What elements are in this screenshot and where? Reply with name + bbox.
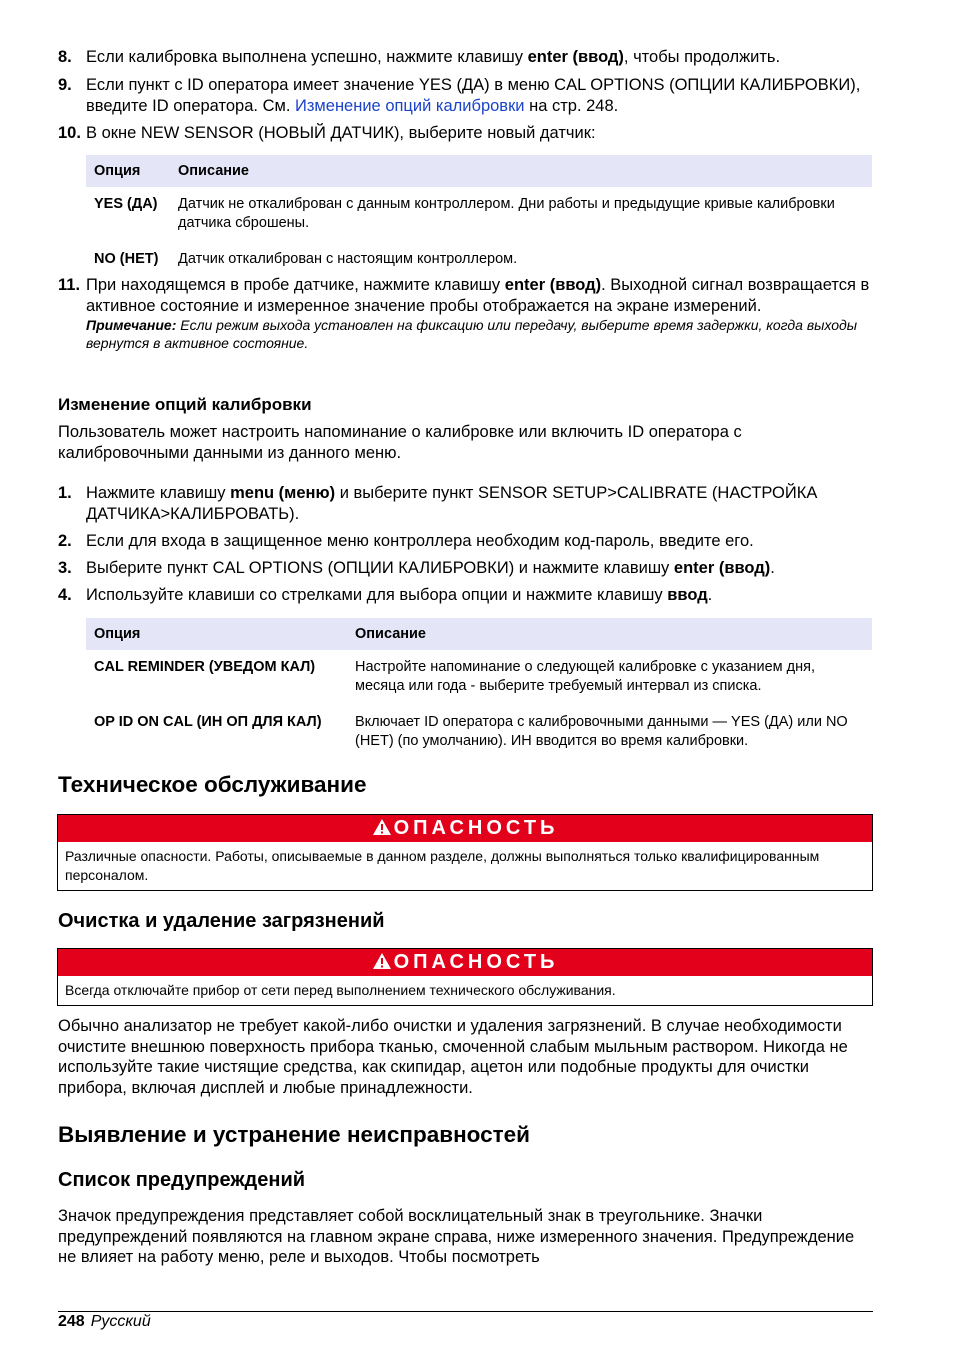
step-text: При находящемся в пробе датчике, нажмите клавишу xyxy=(86,276,505,294)
step-text: В окне NEW SENSOR (НОВЫЙ ДАТЧИК), выберите новый датчик: xyxy=(86,124,596,142)
step-number: 9. xyxy=(58,76,72,94)
warning-triangle-icon xyxy=(372,818,392,836)
step-11 xyxy=(58,275,873,352)
footer-language: Русский xyxy=(90,1313,151,1330)
danger-notice xyxy=(57,948,873,1006)
table-row xyxy=(86,244,872,277)
step-text: Если пункт с ID оператора имеет значение YES (ДА) в меню CAL OPTIONS (ОПЦИИ КАЛИБРОВКИ), введите ID оператора. См. xyxy=(86,76,861,115)
note xyxy=(86,316,873,352)
section-heading-calibration-options: Изменение опций калибровки xyxy=(58,395,312,414)
note-text: Если режим выхода установлен на фиксацию или передачу, выберите время задержки, когда выходы вернутся в активное состояние. xyxy=(86,317,858,351)
option-description: Датчик не откалиброван с данным контроллером. Дни работы и предыдущие кривые калибровки датчика сброшены. xyxy=(178,196,835,231)
section-heading-troubleshooting: Выявление и устранение неисправностей xyxy=(58,1122,530,1147)
danger-label: ОПАСНОСТЬ xyxy=(393,951,559,973)
step-1 xyxy=(58,483,873,524)
column-header-description: Описание xyxy=(347,618,872,650)
option-table-new-sensor xyxy=(86,155,872,277)
step-text: . xyxy=(770,559,775,577)
step-3 xyxy=(58,558,873,579)
danger-text: Всегда отключайте прибор от сети перед выполнением технического обслуживания. xyxy=(65,982,616,998)
option-name: NO (НЕТ) xyxy=(94,251,159,267)
page-number: 248 xyxy=(58,1313,85,1330)
section-heading-cleaning: Очистка и удаление загрязнений xyxy=(58,910,385,932)
step-2 xyxy=(58,531,873,552)
step-4 xyxy=(58,585,873,606)
cleaning-paragraph: Обычно анализатор не требует какой-либо очистки и удаления загрязнений. В случае необходимости очистите внешнюю поверхность прибора тканью, смоченной слабым мыльным раствором. Никогда не используйте такие чистящие средства, как скипидар, ацетон или подобные продукты для очистки прибора, включая дисплей и любые принадлежности. xyxy=(58,1017,848,1097)
step-number: 10. xyxy=(58,124,81,142)
step-9 xyxy=(58,75,873,116)
step-number: 4. xyxy=(58,586,72,604)
key-label: enter (ввод) xyxy=(673,559,771,577)
step-number: 3. xyxy=(58,559,72,577)
cross-reference-link[interactable]: Изменение опций калибровки xyxy=(295,96,525,115)
option-description: Настройте напоминание о следующей калибровке с указанием дня, месяца или года - выберите требуемый интервал из списка. xyxy=(355,659,815,694)
option-table-cal-options xyxy=(86,618,872,758)
key-label: menu (меню) xyxy=(230,484,336,502)
danger-label: ОПАСНОСТЬ xyxy=(393,817,559,839)
danger-banner xyxy=(58,949,872,976)
step-text: , чтобы продолжить. xyxy=(623,48,781,66)
option-description: Датчик откалиброван с настоящим контроллером. xyxy=(178,251,518,267)
page-footer xyxy=(58,1313,151,1331)
step-text: Используйте клавиши со стрелками для выбора опции и нажмите клавишу xyxy=(86,586,668,604)
danger-text: Различные опасности. Работы, описываемые в данном разделе, должны выполняться только квалифицированным персоналом. xyxy=(65,848,820,883)
warnings-paragraph: Значок предупреждения представляет собой восклицательный знак в треугольнике. Значки предупреждений появляются на главном экране справа, ниже измеренного значения. Предупреждение не влияет на работу меню, реле и выходов. Чтобы посмотреть xyxy=(58,1207,855,1266)
section-intro: Пользователь может настроить напоминание о калибровке или включить ID оператора с калибровочными данными из данного меню. xyxy=(58,423,742,462)
option-description: Включает ID оператора с калибровочными данными — YES (ДА) или NO (НЕТ) (по умолчанию). ИН вводится во время калибровки. xyxy=(355,714,848,749)
note-label: Примечание: xyxy=(86,317,177,333)
column-header-option: Опция xyxy=(86,155,170,187)
table-row xyxy=(86,187,872,244)
step-number: 1. xyxy=(58,484,72,502)
option-name: CAL REMINDER (УВЕДОМ КАЛ) xyxy=(94,659,316,675)
footer-divider xyxy=(58,1311,873,1312)
step-text: Если для входа в защищенное меню контроллера необходим код-пароль, введите его. xyxy=(86,532,754,550)
option-name: OP ID ON CAL (ИН ОП ДЛЯ КАЛ) xyxy=(94,714,322,730)
key-label: enter (ввод) xyxy=(527,48,624,66)
step-text: Если калибровка выполнена успешно, нажмите клавишу xyxy=(86,48,528,66)
step-text: . Выходной сигнал возвращается в активное состояние и измеренное значение пробы отображается на экране измерений. xyxy=(86,276,870,315)
column-header-description: Описание xyxy=(170,155,872,187)
section-heading-maintenance: Техническое обслуживание xyxy=(58,772,367,797)
step-number: 2. xyxy=(58,532,72,550)
section-heading-warning-list: Список предупреждений xyxy=(58,1169,306,1191)
step-number: 8. xyxy=(58,48,72,66)
key-label: ввод xyxy=(667,586,708,604)
danger-banner xyxy=(58,815,872,842)
step-text: Нажмите клавишу xyxy=(86,484,231,502)
table-row xyxy=(86,650,872,707)
step-10 xyxy=(58,123,873,144)
step-text: на стр. 248. xyxy=(524,96,619,115)
step-text: . xyxy=(707,586,713,604)
key-label: enter (ввод) xyxy=(504,276,602,294)
step-8 xyxy=(58,47,873,68)
step-text: и выберите пункт SENSOR SETUP>CALIBRATE (НАСТРОЙКА ДАТЧИКА>КАЛИБРОВАТЬ). xyxy=(86,484,818,523)
option-name: YES (ДА) xyxy=(94,196,158,212)
column-header-option: Опция xyxy=(86,618,347,650)
step-number: 11. xyxy=(58,276,81,294)
warning-triangle-icon xyxy=(372,952,392,970)
step-text: Выберите пункт CAL OPTIONS (ОПЦИИ КАЛИБРОВКИ) и нажмите клавишу xyxy=(86,559,674,577)
danger-notice xyxy=(57,814,873,891)
table-row xyxy=(86,707,872,758)
